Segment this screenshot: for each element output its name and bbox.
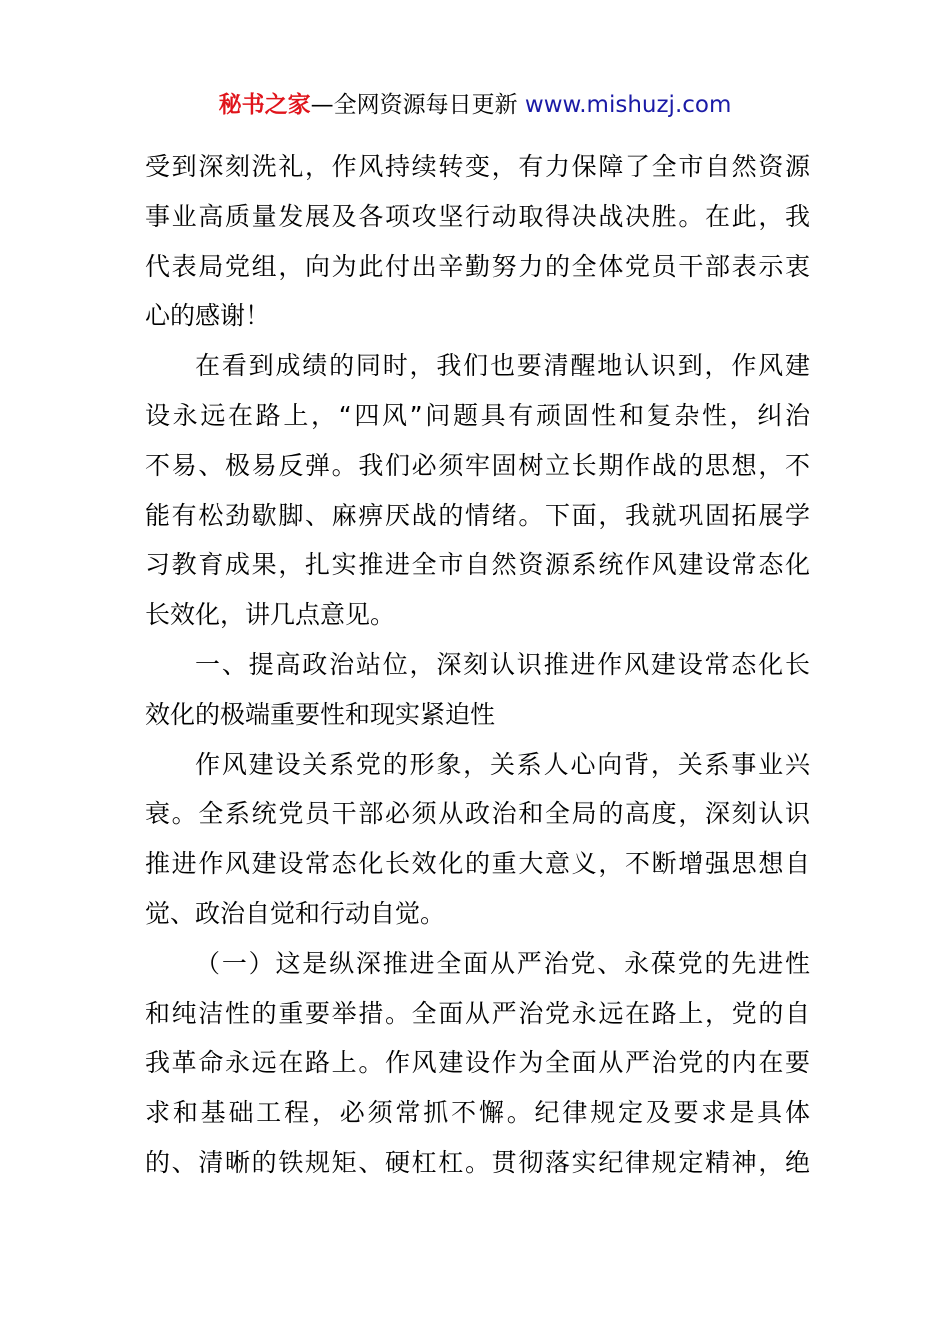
header-tagline: —全网资源每日更新 [310, 92, 525, 118]
text-line: 推进作风建设常态化长效化的重大意义，不断增强思想自 [145, 849, 810, 879]
text-line: 心的感谢！ [145, 301, 271, 331]
website-url[interactable]: www.mishuzj.com [524, 92, 732, 118]
text-line: （一）这是纵深推进全面从严治党、永葆党的先进性 [195, 948, 810, 978]
text-line: 能有松劲歇脚、麻痹厌战的情绪。下面，我就巩固拓展学 [145, 500, 810, 530]
text-line: 在看到成绩的同时，我们也要清醒地认识到，作风建 [195, 351, 810, 381]
document-header [0, 88, 950, 122]
text-line: 的、清晰的铁规矩、硬杠杠。贯彻落实纪律规定精神，绝 [145, 1147, 810, 1177]
text-line: 一、提高政治站位，深刻认识推进作风建设常态化长 [195, 649, 810, 679]
text-line: 事业高质量发展及各项攻坚行动取得决战决胜。在此，我 [145, 201, 810, 231]
text-line: 设永远在路上，“四风”问题具有顽固性和复杂性，纠治 [145, 400, 810, 430]
text-line: 和纯洁性的重要举措。全面从严治党永远在路上，党的自 [145, 998, 810, 1028]
text-line: 作风建设关系党的形象，关系人心向背，关系事业兴 [195, 749, 810, 779]
text-line: 受到深刻洗礼，作风持续转变，有力保障了全市自然资源 [145, 152, 810, 181]
document-body [145, 142, 810, 1188]
text-line: 习教育成果，扎实推进全市自然资源系统作风建设常态化 [145, 550, 810, 580]
brand-name: 秘书之家 [218, 92, 311, 118]
text-line: 长效化，讲几点意见。 [145, 600, 396, 630]
text-line: 衰。全系统党员干部必须从政治和全局的高度，深刻认识 [145, 799, 810, 829]
text-line: 不易、极易反弹。我们必须牢固树立长期作战的思想，不 [145, 450, 810, 480]
text-line: 求和基础工程，必须常抓不懈。纪律规定及要求是具体 [145, 1098, 810, 1128]
text-line: 我革命永远在路上。作风建设作为全面从严治党的内在要 [145, 1048, 810, 1078]
text-line: 代表局党组，向为此付出辛勤努力的全体党员干部表示衷 [145, 251, 810, 281]
text-line: 觉、政治自觉和行动自觉。 [145, 898, 446, 928]
text-line: 效化的极端重要性和现实紧迫性 [145, 699, 496, 729]
